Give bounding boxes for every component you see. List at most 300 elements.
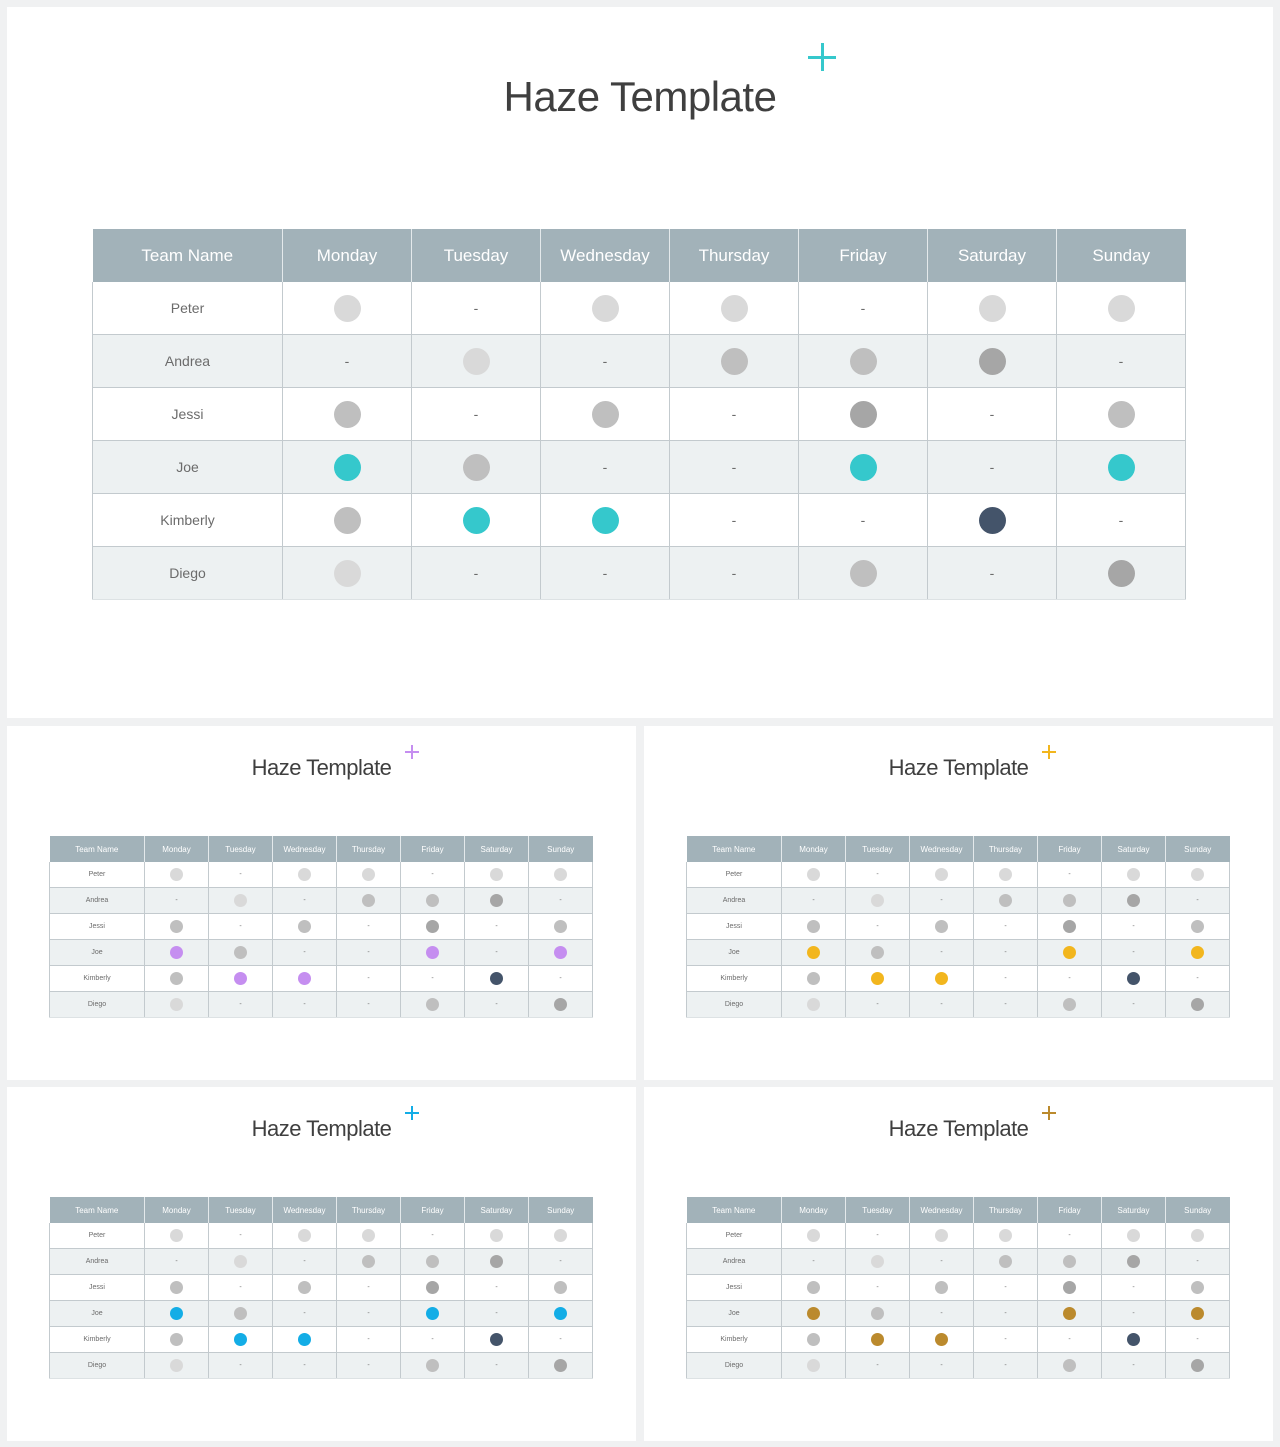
empty-dash: - [559,897,562,904]
empty-dash: - [812,897,815,904]
header-friday: Friday [1038,1197,1102,1223]
empty-dash: - [1068,871,1071,878]
status-dot-accent [554,1307,567,1320]
header-sunday: Sunday [529,1197,593,1223]
team-member-name: Andrea [93,335,283,388]
status-dot-gray [1127,1229,1140,1242]
day-cell [1102,992,1166,1018]
status-dot-accent [1191,1307,1204,1320]
plus-icon [1042,1106,1056,1120]
empty-dash: - [1068,1336,1071,1343]
day-cell [465,888,529,914]
day-cell [670,547,799,600]
day-cell [974,888,1038,914]
table-row [687,1275,1230,1301]
day-cell [412,388,541,441]
day-cell [782,914,846,940]
status-dot-gray [170,920,183,933]
day-cell [337,992,401,1018]
header-sunday: Sunday [1166,1197,1230,1223]
header-wednesday: Wednesday [910,1197,974,1223]
empty-dash: - [431,975,434,982]
day-cell [145,862,209,888]
day-cell [670,388,799,441]
status-dot-accent [170,1307,183,1320]
team-member-name: Diego [687,1353,782,1379]
status-dot-dark [490,1333,503,1346]
schedule-table [49,1197,593,1379]
status-dot-gray [1127,894,1140,907]
day-cell [846,940,910,966]
table-header-row [687,836,1230,862]
header-thursday: Thursday [337,1197,401,1223]
empty-dash: - [1004,1001,1007,1008]
slide-title: Haze Template [888,754,1029,780]
day-cell [974,1249,1038,1275]
slide-title: Haze Template [251,1115,392,1141]
status-dot-gray [170,1281,183,1294]
day-cell [529,1223,593,1249]
day-cell [209,1327,273,1353]
day-cell [928,335,1057,388]
team-member-name: Jessi [50,914,145,940]
empty-dash: - [876,923,879,930]
empty-dash: - [473,565,479,581]
day-cell [910,992,974,1018]
day-cell [145,888,209,914]
day-cell [799,335,928,388]
team-member-name: Kimberly [687,1327,782,1353]
day-cell [782,992,846,1018]
day-cell [1166,914,1230,940]
day-cell [145,914,209,940]
status-dot-gray [234,946,247,959]
day-cell [412,335,541,388]
day-cell [1038,888,1102,914]
day-cell [337,940,401,966]
status-dot-gray [1063,1359,1076,1372]
team-member-name: Diego [50,1353,145,1379]
day-cell [401,914,465,940]
empty-dash: - [940,1362,943,1369]
empty-dash: - [989,406,995,422]
day-cell [273,1275,337,1301]
table-row [50,1353,593,1379]
day-cell [412,441,541,494]
status-dot-accent [871,972,884,985]
empty-dash: - [1004,1336,1007,1343]
empty-dash: - [1004,1362,1007,1369]
day-cell [1166,1249,1230,1275]
day-cell [465,1327,529,1353]
thumbnail-slide-blue[interactable] [7,1087,636,1441]
day-cell [910,862,974,888]
day-cell [928,282,1057,335]
table-row [50,1249,593,1275]
day-cell [910,966,974,992]
empty-dash: - [860,300,866,316]
empty-dash: - [239,1232,242,1239]
empty-dash: - [303,1258,306,1265]
table-row [50,992,593,1018]
status-dot-gray [170,1359,183,1372]
status-dot-gray [1191,1359,1204,1372]
day-cell [910,1327,974,1353]
day-cell [1166,992,1230,1018]
team-member-name: Diego [50,992,145,1018]
header-wednesday: Wednesday [273,836,337,862]
status-dot-accent [850,454,877,481]
day-cell [283,547,412,600]
empty-dash: - [602,353,608,369]
day-cell [799,494,928,547]
table-row [93,282,1186,335]
status-dot-gray [1108,401,1135,428]
day-cell [209,940,273,966]
status-dot-gray [1108,295,1135,322]
team-member-name: Peter [50,1223,145,1249]
table-row [687,862,1230,888]
empty-dash: - [367,949,370,956]
day-cell [337,914,401,940]
status-dot-gray [871,946,884,959]
header-saturday: Saturday [1102,836,1166,862]
empty-dash: - [303,949,306,956]
team-member-name: Jessi [687,914,782,940]
day-cell [465,1353,529,1379]
day-cell [337,862,401,888]
empty-dash: - [1118,353,1124,369]
day-cell [209,1275,273,1301]
table-row [50,1275,593,1301]
header-team-name: Team Name [50,836,145,862]
day-cell [782,1275,846,1301]
status-dot-gray [298,920,311,933]
team-member-name: Kimberly [93,494,283,547]
status-dot-gray [935,868,948,881]
header-sunday: Sunday [1057,229,1186,282]
day-cell [1166,1353,1230,1379]
day-cell [529,914,593,940]
day-cell [846,1327,910,1353]
empty-dash: - [1132,1310,1135,1317]
empty-dash: - [495,1310,498,1317]
day-cell [273,1353,337,1379]
status-dot-gray [463,454,490,481]
status-dot-accent [170,946,183,959]
header-thursday: Thursday [670,229,799,282]
day-cell [846,914,910,940]
day-cell [145,1249,209,1275]
day-cell [1166,888,1230,914]
empty-dash: - [1004,949,1007,956]
day-cell [974,1223,1038,1249]
status-dot-gray [807,868,820,881]
team-member-name: Peter [687,1223,782,1249]
status-dot-gray [871,1307,884,1320]
status-dot-dark [1127,972,1140,985]
day-cell [541,335,670,388]
day-cell [910,914,974,940]
day-cell [337,1327,401,1353]
day-cell [1057,335,1186,388]
team-member-name: Joe [93,441,283,494]
empty-dash: - [731,406,737,422]
day-cell [541,441,670,494]
day-cell [541,282,670,335]
status-dot-accent [592,507,619,534]
table-row [687,940,1230,966]
empty-dash: - [367,1284,370,1291]
empty-dash: - [1132,923,1135,930]
day-cell [283,441,412,494]
status-dot-gray [850,348,877,375]
day-cell [1102,1301,1166,1327]
status-dot-accent [807,1307,820,1320]
day-cell [670,494,799,547]
day-cell [928,494,1057,547]
day-cell [401,1353,465,1379]
table-row [93,547,1186,600]
day-cell [782,862,846,888]
status-dot-accent [334,454,361,481]
day-cell [401,966,465,992]
day-cell [799,547,928,600]
day-cell [1057,494,1186,547]
header-sunday: Sunday [1166,836,1230,862]
thumbnail-slide-purple[interactable] [7,726,636,1080]
table-row [50,888,593,914]
day-cell [1102,888,1166,914]
status-dot-gray [426,998,439,1011]
day-cell [465,940,529,966]
day-cell [283,282,412,335]
day-cell [782,1301,846,1327]
table-row [687,992,1230,1018]
day-cell [1038,1275,1102,1301]
empty-dash: - [1068,1232,1071,1239]
day-cell [1038,1353,1102,1379]
day-cell [529,888,593,914]
day-cell [974,1301,1038,1327]
day-cell [928,388,1057,441]
day-cell [974,1275,1038,1301]
plus-icon [808,43,836,71]
team-member-name: Peter [93,282,283,335]
status-dot-accent [234,1333,247,1346]
status-dot-gray [999,868,1012,881]
day-cell [529,1301,593,1327]
day-cell [910,1275,974,1301]
empty-dash: - [876,1001,879,1008]
status-dot-gray [807,972,820,985]
empty-dash: - [1118,512,1124,528]
status-dot-gray [362,894,375,907]
day-cell [1038,914,1102,940]
header-wednesday: Wednesday [541,229,670,282]
header-tuesday: Tuesday [846,1197,910,1223]
team-member-name: Joe [50,940,145,966]
empty-dash: - [239,1362,242,1369]
status-dot-gray [554,920,567,933]
status-dot-dark [1127,1333,1140,1346]
thumbnail-slide-yellow[interactable] [644,726,1273,1080]
empty-dash: - [175,897,178,904]
table-row [687,1301,1230,1327]
status-dot-accent [463,507,490,534]
day-cell [273,1301,337,1327]
day-cell [1038,940,1102,966]
empty-dash: - [367,1362,370,1369]
day-cell [799,441,928,494]
day-cell [412,494,541,547]
empty-dash: - [876,1284,879,1291]
status-dot-gray [807,920,820,933]
empty-dash: - [473,300,479,316]
status-dot-accent [1191,946,1204,959]
table-row [687,966,1230,992]
day-cell [1038,966,1102,992]
day-cell [1102,940,1166,966]
table-header-row [93,229,1186,282]
empty-dash: - [495,1284,498,1291]
day-cell [782,888,846,914]
empty-dash: - [940,949,943,956]
day-cell [670,335,799,388]
empty-dash: - [731,565,737,581]
empty-dash: - [602,459,608,475]
day-cell [283,388,412,441]
status-dot-gray [490,894,503,907]
day-cell [846,966,910,992]
status-dot-gray [1191,1281,1204,1294]
day-cell [974,914,1038,940]
day-cell [401,992,465,1018]
empty-dash: - [239,1001,242,1008]
empty-dash: - [1132,1362,1135,1369]
empty-dash: - [303,1362,306,1369]
day-cell [465,914,529,940]
empty-dash: - [1196,1336,1199,1343]
empty-dash: - [876,1232,879,1239]
day-cell [145,1301,209,1327]
header-wednesday: Wednesday [273,1197,337,1223]
empty-dash: - [1004,1310,1007,1317]
status-dot-gray [999,1255,1012,1268]
day-cell [273,1223,337,1249]
header-team-name: Team Name [687,1197,782,1223]
status-dot-gray [999,894,1012,907]
empty-dash: - [940,1258,943,1265]
table-row [687,1327,1230,1353]
status-dot-gray [426,920,439,933]
day-cell [1057,441,1186,494]
day-cell [974,1327,1038,1353]
day-cell [1102,914,1166,940]
empty-dash: - [367,1001,370,1008]
day-cell [401,1275,465,1301]
status-dot-gray [1127,868,1140,881]
day-cell [1102,1327,1166,1353]
day-cell [846,1223,910,1249]
empty-dash: - [495,923,498,930]
table-header-row [687,1197,1230,1223]
day-cell [1166,1301,1230,1327]
plus-icon [1042,745,1056,759]
day-cell [273,888,337,914]
day-cell [1038,1327,1102,1353]
empty-dash: - [559,1258,562,1265]
status-dot-gray [362,868,375,881]
header-tuesday: Tuesday [209,836,273,862]
status-dot-accent [1108,454,1135,481]
day-cell [846,888,910,914]
team-member-name: Kimberly [687,966,782,992]
day-cell [1038,992,1102,1018]
empty-dash: - [495,1001,498,1008]
empty-dash: - [731,512,737,528]
status-dot-accent [298,972,311,985]
day-cell [529,862,593,888]
day-cell [910,1223,974,1249]
day-cell [337,966,401,992]
header-monday: Monday [283,229,412,282]
status-dot-gray [807,1281,820,1294]
slide-title: Haze Template [251,754,392,780]
day-cell [337,1249,401,1275]
status-dot-gray [807,1229,820,1242]
empty-dash: - [989,565,995,581]
team-member-name: Kimberly [50,966,145,992]
day-cell [846,992,910,1018]
day-cell [401,888,465,914]
table-row [687,1353,1230,1379]
day-cell [145,1327,209,1353]
day-cell [846,1275,910,1301]
thumbnail-slide-gold[interactable] [644,1087,1273,1441]
day-cell [910,1353,974,1379]
table-row [50,1301,593,1327]
header-saturday: Saturday [465,1197,529,1223]
schedule-table [686,836,1230,1018]
day-cell [401,1301,465,1327]
table-row [50,1327,593,1353]
day-cell [337,1275,401,1301]
day-cell [782,1249,846,1275]
day-cell [465,1275,529,1301]
day-cell [974,940,1038,966]
status-dot-gray [1063,920,1076,933]
status-dot-accent [554,946,567,959]
day-cell [910,1249,974,1275]
empty-dash: - [431,1336,434,1343]
day-cell [209,1301,273,1327]
empty-dash: - [1068,975,1071,982]
day-cell [529,1327,593,1353]
day-cell [465,966,529,992]
status-dot-gray [554,868,567,881]
empty-dash: - [175,1258,178,1265]
status-dot-gray [935,920,948,933]
empty-dash: - [1132,1001,1135,1008]
day-cell [1166,1327,1230,1353]
empty-dash: - [812,1258,815,1265]
day-cell [1102,1249,1166,1275]
status-dot-gray [334,560,361,587]
day-cell [541,547,670,600]
table-row [93,335,1186,388]
team-member-name: Joe [687,940,782,966]
